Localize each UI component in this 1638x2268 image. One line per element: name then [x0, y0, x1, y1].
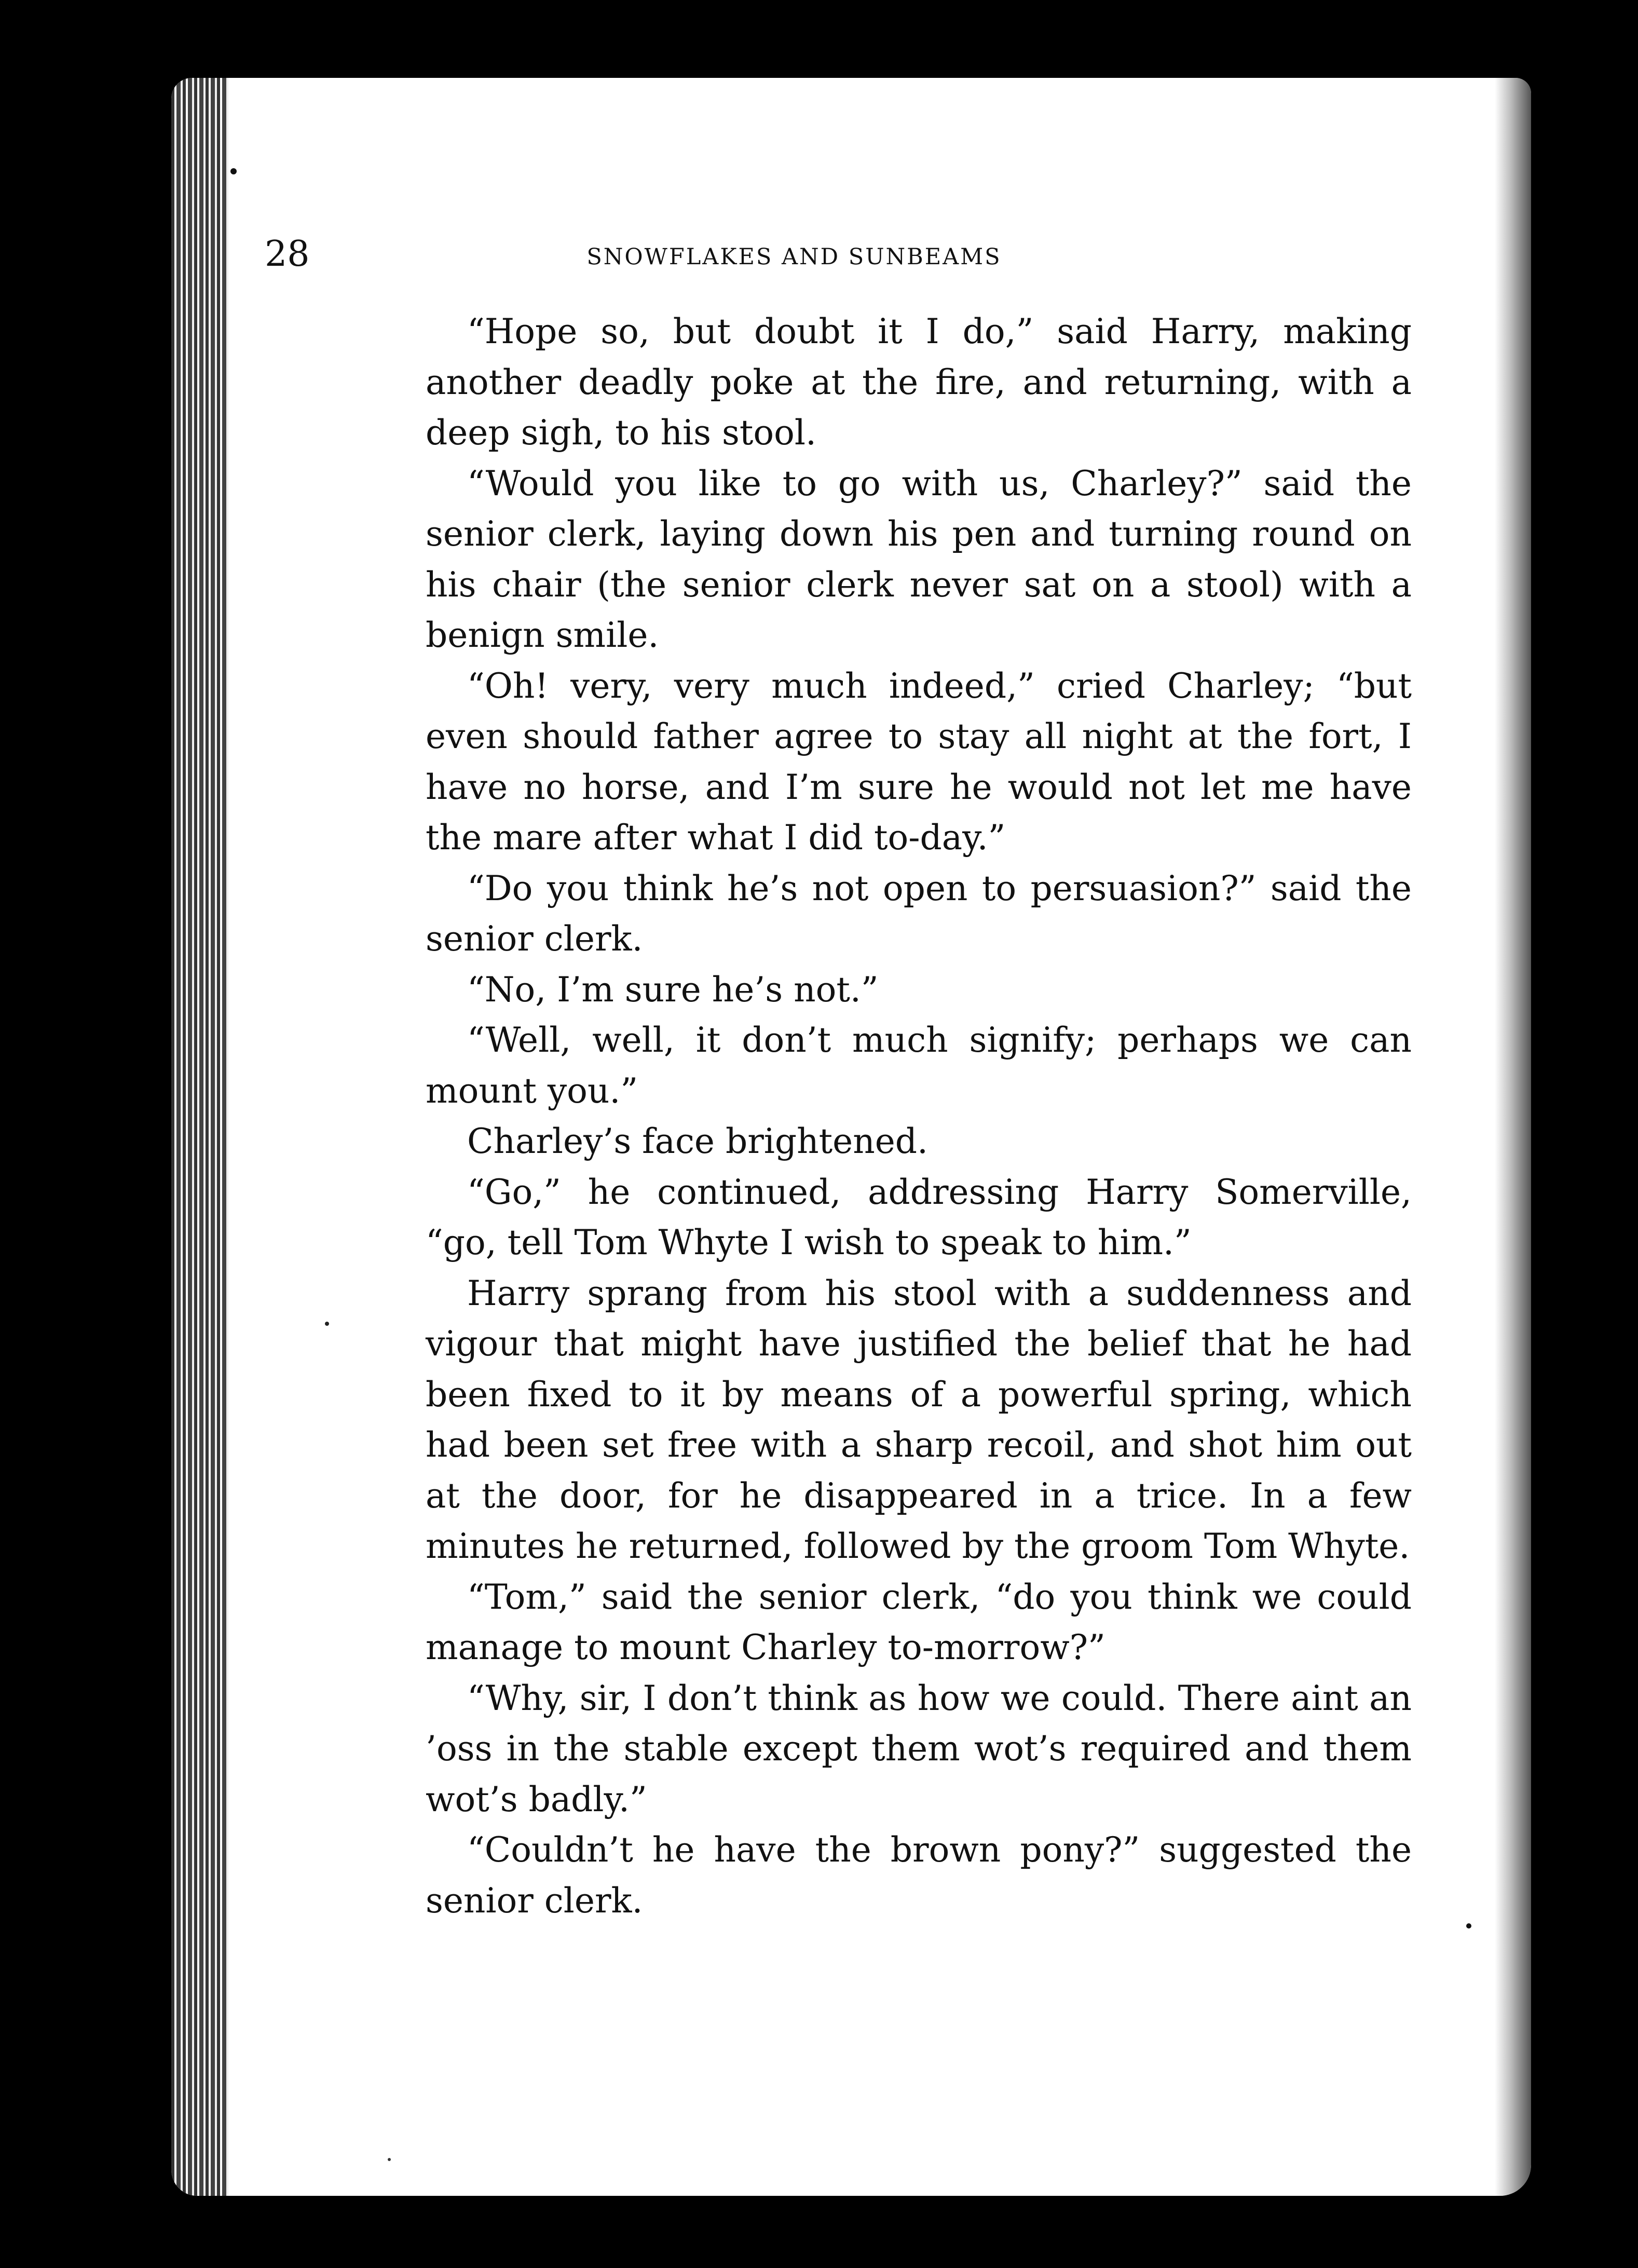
- paragraph: “Why, sir, I don’t think as how we could. There aint an ’oss in the stable except them wot’s required and them wot’s badly.”: [426, 1678, 1412, 1819]
- page-edge-shadow: [1495, 78, 1531, 2196]
- paragraph: “Tom,” said the senior clerk, “do you think we could manage to mount Charley to-morrow?”: [426, 1577, 1412, 1667]
- paragraph: “Oh! very, very much indeed,” cried Charley; “but even should father agree to stay all night at the fort, I have no horse, and I’m sure he would not let me have the mare after what I did to-day.”: [426, 666, 1412, 858]
- page-gutter-shadow: [171, 78, 228, 2196]
- paragraph: Charley’s face brightened.: [467, 1121, 929, 1161]
- paragraph: “Go,” he continued, addressing Harry Somerville, “go, tell Tom Whyte I wish to speak to him.”: [426, 1172, 1412, 1262]
- paragraph: “No, I’m sure he’s not.”: [467, 969, 879, 1010]
- body-text: [426, 306, 1412, 1926]
- running-title: SNOWFLAKES AND SUNBEAMS: [586, 244, 1002, 270]
- paragraph: “Would you like to go with us, Charley?” said the senior clerk, laying down his pen and turning round on his chair (the senior clerk never sat on a stool) with a benign smile.: [426, 463, 1412, 655]
- paragraph: Harry sprang from his stool with a suddenness and vigour that might have justified the belief that he had been fixed to it by means of a powerful spring, which had been set free with a sharp recoil, and shot him out at the door, for he disappeared in a trice. In a few minutes he returned, followed by the groom Tom Whyte.: [426, 1273, 1412, 1566]
- paragraph: “Couldn’t he have the brown pony?” suggested the senior clerk.: [426, 1830, 1412, 1921]
- paragraph: “Well, well, it don’t much signify; perhaps we can mount you.”: [426, 1020, 1412, 1111]
- paragraph: “Hope so, but doubt it I do,” said Harry, making another deadly poke at the fire, and returning, with a deep sigh, to his stool.: [426, 311, 1412, 453]
- paragraph: “Do you think he’s not open to persuasion?” said the senior clerk.: [426, 868, 1412, 959]
- page-number: 28: [265, 234, 310, 275]
- page-header: [265, 231, 1323, 278]
